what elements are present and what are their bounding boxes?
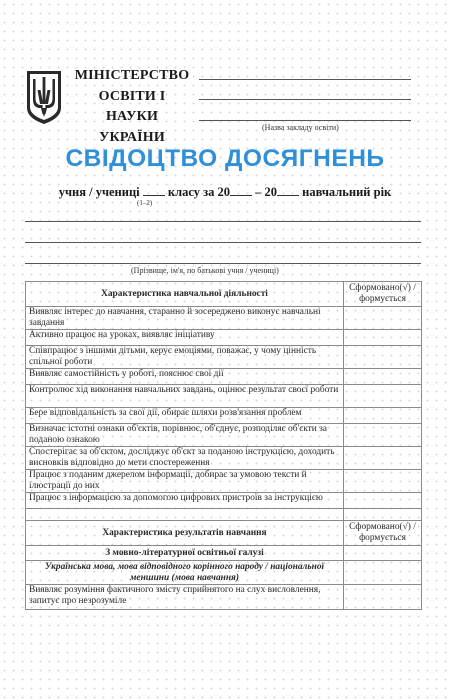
pupil-name-line-1[interactable]	[25, 221, 421, 222]
activity-mark-cell[interactable]	[344, 346, 422, 369]
activity-row: Виявляє самостійність у роботі, пояснює свої дії	[26, 369, 344, 385]
year-field-1[interactable]	[230, 185, 252, 196]
results-mark-cell[interactable]	[344, 585, 422, 610]
activity-row: Співпрацює з іншими дітьми, керує емоціями, поважає, у чому цінність спільної роботи	[26, 346, 344, 369]
activity-row: Контролює хід виконання навчальних завдань, оцінює результат своєї роботи	[26, 385, 344, 408]
results-section-title: З мовно-літературної освітньої галузі	[26, 546, 344, 561]
empty-row	[26, 509, 344, 521]
trident-emblem-icon	[24, 68, 64, 126]
activity-mark-header: Сформовано(√) / формується	[344, 282, 422, 307]
results-subsection-title: Українська мова, мова відповідного корінного народу / національної меншини (мова навчання)	[26, 561, 344, 585]
activity-row: Визначає істотні ознаки об'єктів, порівнює, об'єднує, розподіляє об'єкти за поданою ознакою	[26, 424, 344, 447]
school-name-line-1[interactable]	[199, 79, 411, 80]
name-caption: (Прізвище, ім'я, по батькові учня / учениці)	[131, 266, 279, 275]
class-number-field[interactable]	[143, 185, 165, 196]
results-row: Виявляє розуміння фактичного змісту сприйнятого на слух висловлення, запитує про незрозуміле	[26, 585, 344, 610]
class-hint: (1–2)	[137, 199, 153, 207]
results-mark-header: Сформовано(√) / формується	[344, 521, 422, 546]
results-header: Характеристика результатів навчання	[26, 521, 344, 546]
year-dash: –	[255, 185, 262, 199]
activity-mark-cell[interactable]	[344, 509, 422, 521]
ministry-line-1: МІНІСТЕРСТВО	[74, 68, 190, 83]
year-prefix-2: 20	[264, 185, 278, 199]
year-suffix: навчальний рік	[302, 185, 392, 199]
ministry-line-3: УКРАЇНИ	[99, 129, 165, 145]
pupil-name-line-2[interactable]	[25, 242, 421, 243]
activity-mark-cell[interactable]	[344, 408, 422, 424]
ministry-name	[72, 66, 192, 148]
activity-header: Характеристика навчальної діяльності	[26, 282, 344, 307]
activity-row: Бере відповідальність за свої дії, обирає шляхи розв'язання проблем	[26, 408, 344, 424]
activity-row: Працює з інформацією за допомогою цифрових пристроїв за інструкцією	[26, 493, 344, 509]
class-word: класу за	[167, 185, 215, 199]
school-name-line-2[interactable]	[199, 99, 411, 100]
section-mark-cell	[344, 546, 422, 561]
activity-mark-cell[interactable]	[344, 307, 422, 330]
subsection-mark-cell	[344, 561, 422, 585]
school-name-line-3[interactable]	[199, 120, 411, 121]
activity-mark-cell[interactable]	[344, 385, 422, 408]
activity-row: Активно працює на уроках, виявляє ініціативу	[26, 330, 344, 346]
activity-row: Виявляє інтерес до навчання, старанно й зосереджено виконує навчальні завдання	[26, 307, 344, 330]
activity-mark-cell[interactable]	[344, 447, 422, 470]
ministry-line-2: ОСВІТИ І НАУКИ	[98, 88, 166, 124]
document-title: СВІДОЦТВО ДОСЯГНЕНЬ	[65, 145, 385, 172]
pupil-line	[0, 185, 450, 200]
year-field-2[interactable]	[277, 185, 299, 196]
year-prefix-1: 20	[217, 185, 231, 199]
activity-mark-cell[interactable]	[344, 470, 422, 493]
achievements-table	[25, 281, 422, 610]
activity-mark-cell[interactable]	[344, 369, 422, 385]
pupil-name-line-3[interactable]	[25, 263, 421, 264]
activity-mark-cell[interactable]	[344, 493, 422, 509]
pupil-who: учня / учениці	[58, 185, 140, 199]
activity-row: Працює з поданим джерелом інформації, добирає за умовою тексти й ілюстрації до них	[26, 470, 344, 493]
activity-mark-cell[interactable]	[344, 424, 422, 447]
activity-row: Спостерігає за об'єктом, досліджує об'єкт за поданою інструкцією, доходить висновків відповідно до мети спостереження	[26, 447, 344, 470]
activity-mark-cell[interactable]	[344, 330, 422, 346]
school-caption: (Назва закладу освіти)	[262, 123, 339, 132]
